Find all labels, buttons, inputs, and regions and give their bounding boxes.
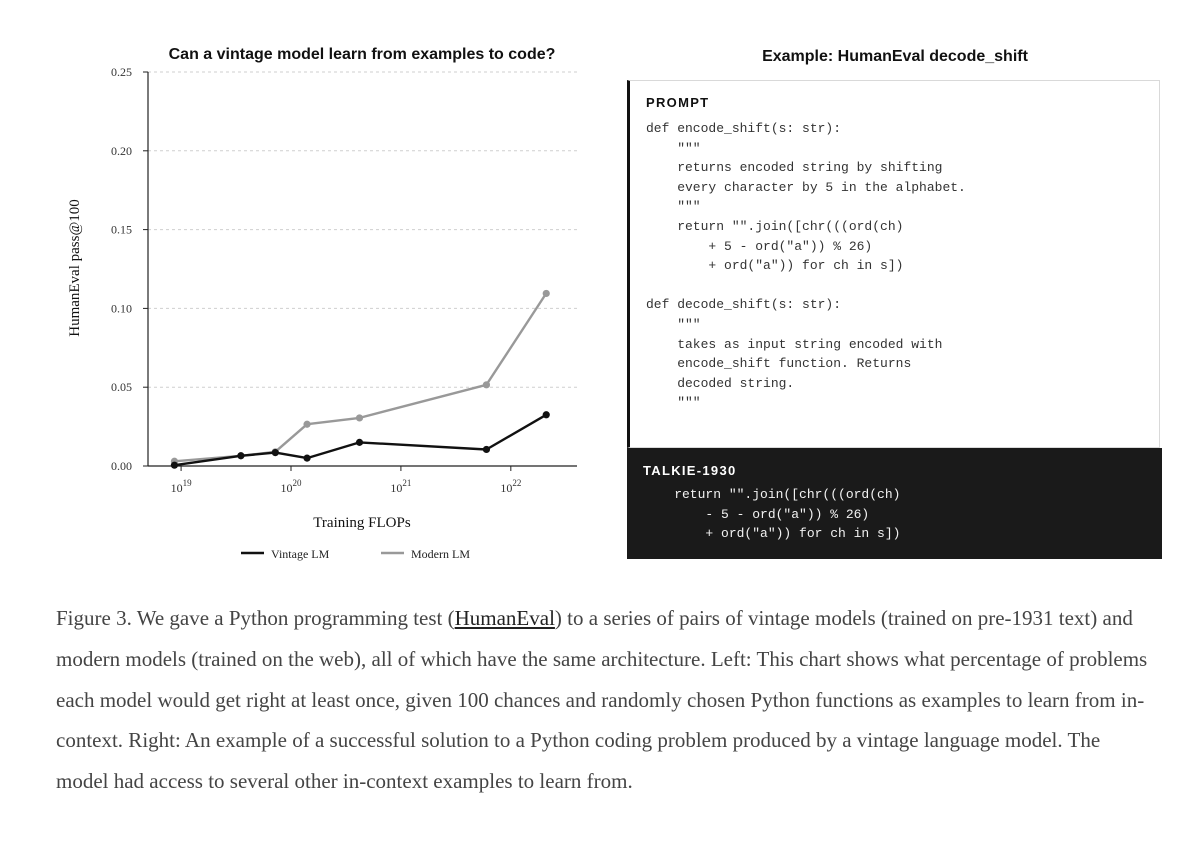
y-gridlines [148, 72, 577, 387]
modern-lm-line [174, 293, 546, 461]
x-axis-label: Training FLOPs [313, 515, 411, 531]
prompt-box [627, 80, 1160, 448]
model-output-box [627, 448, 1162, 559]
example-panel [627, 80, 1162, 559]
vintage-lm-point [543, 411, 550, 418]
modern-lm-point [543, 290, 550, 297]
caption-text-start: Figure 3. We gave a Python programming test ( [56, 606, 455, 630]
humaneval-link[interactable]: HumanEval [454, 606, 555, 630]
model-output-label: TALKIE-1930 [643, 463, 737, 478]
vintage-lm-point [483, 446, 490, 453]
caption-text-end: ) to a series of pairs of vintage models (trained on pre-1931 text) and modern models (trained on the web), all of which have the same architecture. Left: This chart shows what percentage of problems each model would get right at least once, given 100 chances and randomly chosen Python functions as examples to learn from in-context. Right: An example of a successful solution to a Python coding problem produced by a vintage language model. The model had access to several other in-context examples to learn from. [56, 606, 1148, 794]
vintage-lm-point [171, 462, 178, 469]
prompt-label: PROMPT [646, 95, 710, 110]
vintage-lm-point [356, 439, 363, 446]
humaneval-line-chart [0, 0, 600, 580]
vintage-lm-legend-label: Vintage LM [271, 547, 330, 561]
y-tick-label: 0.20 [111, 143, 132, 158]
x-tick-label: $10^{21}$ [390, 478, 412, 495]
y-tick-label: 0.00 [111, 459, 132, 473]
y-axis-ticks [111, 65, 148, 473]
x-axis-ticks [171, 466, 522, 495]
y-tick-label: 0.05 [111, 380, 132, 395]
vintage-lm-point [303, 455, 310, 462]
chart-title: Can a vintage model learn from examples to code? [168, 46, 556, 63]
y-axis-label: HumanEval pass@100 [67, 199, 83, 337]
model-output-code: return "".join([chr(((ord(ch) - 5 - ord("a")) % 26) + ord("a")) for ch in s]) [674, 487, 901, 542]
vintage-lm-point [237, 452, 244, 459]
example-title: Example: HumanEval decode_shift [762, 48, 1028, 65]
modern-lm-point [356, 414, 363, 421]
y-tick-label: 0.15 [111, 222, 132, 237]
modern-lm-point [303, 421, 310, 428]
x-tick-label: $10^{20}$ [280, 478, 302, 495]
vintage-lm-point [272, 449, 279, 456]
series-layer [171, 290, 550, 469]
modern-lm-legend-label: Modern LM [411, 547, 470, 561]
x-tick-label: $10^{19}$ [170, 478, 192, 495]
x-tick-label: $10^{22}$ [500, 478, 522, 495]
figure-caption [56, 598, 1156, 802]
y-tick-label: 0.25 [111, 65, 132, 79]
y-tick-label: 0.10 [111, 301, 132, 316]
prompt-code: def encode_shift(s: str): """ returns encoded string by shifting every character by 5 in the alphabet. """ return "".join([chr(((ord(ch) + 5 - ord("a")) % 26) + ord("a")) for ch in s]) def decode_shift(s: str): """ takes as input string encoded with encode_shift function. Returns decoded string. """ [646, 121, 966, 411]
chart-legend [241, 547, 470, 561]
modern-lm-point [483, 381, 490, 388]
